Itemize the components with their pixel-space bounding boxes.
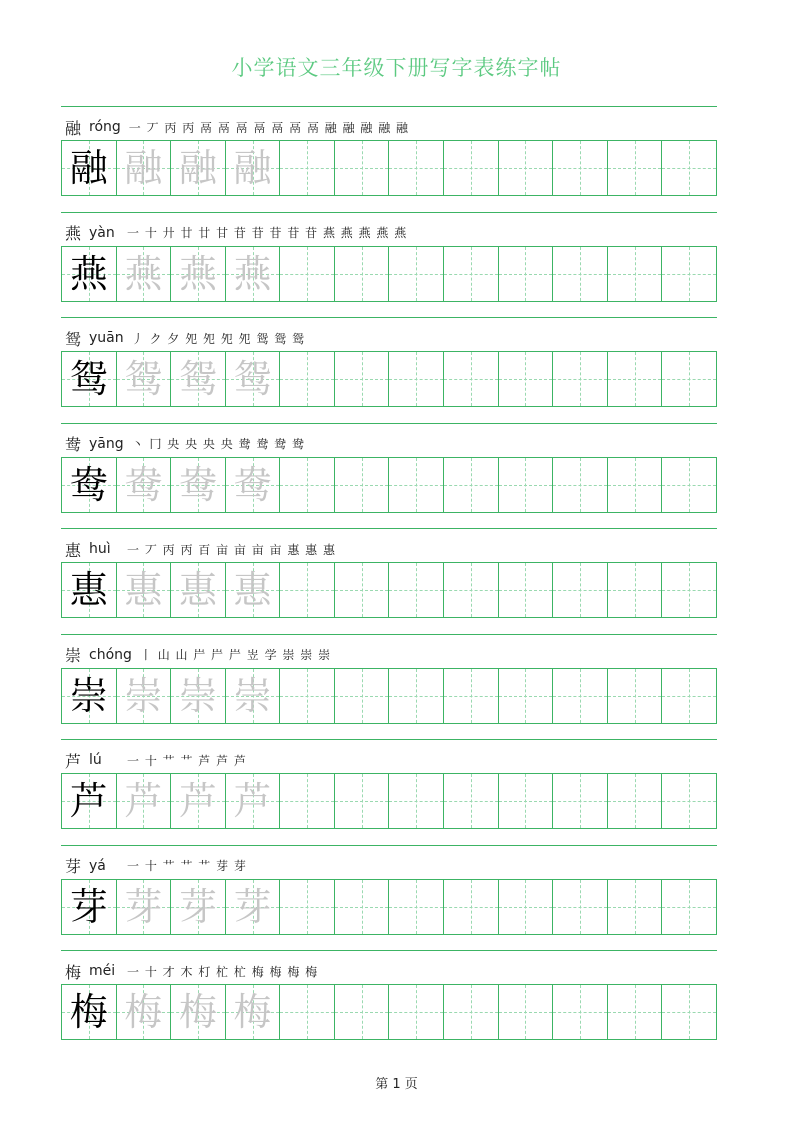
practice-cell	[661, 669, 716, 723]
writing-grid	[61, 140, 717, 196]
trace-cell	[170, 352, 225, 406]
pinyin-label: méi	[89, 963, 116, 979]
practice-cell	[388, 774, 443, 828]
writing-grid	[61, 246, 717, 302]
practice-cell	[607, 352, 662, 406]
practice-cell	[443, 141, 498, 195]
practice-cell	[661, 247, 716, 301]
trace-cell	[116, 352, 171, 406]
character-entry	[61, 317, 717, 423]
divider-line	[61, 845, 717, 846]
trace-character: 鸯	[233, 462, 272, 507]
trace-character: 梅	[124, 990, 163, 1034]
practice-cell	[334, 669, 389, 723]
practice-cell	[552, 141, 607, 195]
character-label: 燕	[65, 224, 82, 243]
character-info	[65, 748, 247, 772]
divider-line	[61, 950, 717, 951]
practice-cell	[443, 669, 498, 723]
trace-cell	[225, 458, 280, 512]
trace-character: 鸳	[233, 357, 272, 401]
practice-cell	[607, 669, 662, 723]
practice-cell	[443, 563, 498, 617]
trace-cell	[116, 563, 171, 617]
divider-line	[61, 212, 717, 213]
divider-line	[61, 634, 717, 635]
divider-line	[61, 317, 717, 318]
writing-grid	[61, 879, 717, 935]
stroke-order: 丿 ク 夕 夗 夗 夗 夗 鸳 鸳 鸳	[131, 331, 305, 346]
trace-cell	[225, 880, 280, 934]
practice-cell	[498, 458, 553, 512]
trace-character: 崇	[233, 673, 272, 718]
character-info	[65, 643, 331, 667]
character-entry	[61, 528, 717, 634]
practice-cell	[661, 352, 716, 406]
trace-cell	[225, 669, 280, 723]
trace-cell	[116, 669, 171, 723]
trace-cell	[116, 985, 171, 1039]
practice-cell	[279, 669, 334, 723]
practice-cell	[334, 141, 389, 195]
trace-cell	[225, 563, 280, 617]
practice-cell	[498, 669, 553, 723]
practice-cell	[661, 458, 716, 512]
practice-cell	[443, 352, 498, 406]
practice-cell	[388, 247, 443, 301]
practice-cell	[607, 985, 662, 1039]
trace-cell	[116, 774, 171, 828]
practice-cell	[279, 563, 334, 617]
model-character: 融	[69, 146, 108, 190]
stroke-order: 丨 山 山 屵 屵 屵 岦 学 崇 崇 崇	[139, 648, 332, 662]
divider-line	[61, 423, 717, 424]
practice-cell	[388, 141, 443, 195]
character-info	[65, 326, 305, 350]
practice-cell	[334, 774, 389, 828]
practice-cell	[607, 141, 662, 195]
character-label: 梅	[65, 962, 82, 982]
divider-line	[61, 528, 717, 529]
trace-cell	[225, 352, 280, 406]
practice-cell	[607, 880, 662, 934]
character-entry	[61, 106, 717, 212]
practice-cell	[279, 141, 334, 195]
trace-character: 融	[233, 146, 272, 190]
practice-cell	[498, 774, 553, 828]
writing-grid	[61, 457, 717, 513]
model-cell	[62, 458, 116, 512]
practice-cell	[498, 563, 553, 617]
practice-cell	[552, 985, 607, 1039]
character-info	[65, 537, 336, 561]
practice-cell	[334, 458, 389, 512]
model-character: 芽	[69, 884, 108, 929]
practice-cell	[443, 985, 498, 1039]
trace-character: 融	[124, 146, 163, 190]
model-cell	[62, 669, 116, 723]
trace-cell	[170, 458, 225, 512]
character-label: 鸳	[65, 329, 82, 349]
writing-grid	[61, 351, 717, 407]
practice-cell	[661, 563, 716, 617]
practice-cell	[607, 458, 662, 512]
practice-cell	[498, 880, 553, 934]
practice-cell	[388, 458, 443, 512]
character-label: 惠	[65, 540, 82, 560]
model-character: 梅	[69, 990, 108, 1034]
character-label: 鸯	[65, 435, 82, 454]
pinyin-label: lú	[89, 752, 102, 768]
model-character: 惠	[69, 568, 108, 612]
practice-cell	[388, 669, 443, 723]
trace-character: 燕	[124, 251, 163, 296]
trace-character: 梅	[233, 990, 272, 1034]
pinyin-label: yāng	[89, 435, 124, 452]
practice-cell	[334, 880, 389, 934]
divider-line	[61, 106, 717, 107]
practice-cell	[498, 141, 553, 195]
model-cell	[62, 880, 116, 934]
trace-character: 鸯	[124, 462, 163, 507]
model-character: 芦	[69, 779, 108, 823]
practice-cell	[443, 774, 498, 828]
practice-cell	[334, 352, 389, 406]
trace-cell	[170, 669, 225, 723]
practice-cell	[552, 563, 607, 617]
character-entry	[61, 845, 717, 951]
practice-cell	[334, 985, 389, 1039]
character-info	[65, 854, 247, 878]
trace-cell	[116, 141, 171, 195]
practice-cell	[279, 458, 334, 512]
practice-cell	[661, 985, 716, 1039]
practice-sheet	[61, 106, 717, 1056]
trace-cell	[225, 141, 280, 195]
practice-cell	[661, 880, 716, 934]
character-entry	[61, 423, 717, 529]
practice-cell	[552, 774, 607, 828]
practice-cell	[498, 247, 553, 301]
practice-cell	[279, 880, 334, 934]
practice-cell	[661, 141, 716, 195]
practice-cell	[279, 352, 334, 406]
stroke-order: 一 十 艹 艹 艹 芽 芽	[127, 859, 247, 873]
trace-cell	[116, 247, 171, 301]
character-label: 芽	[65, 857, 82, 876]
practice-cell	[552, 352, 607, 406]
practice-cell	[334, 563, 389, 617]
practice-cell	[388, 563, 443, 617]
trace-character: 崇	[124, 673, 163, 718]
character-entry	[61, 739, 717, 845]
character-label: 芦	[65, 751, 82, 771]
trace-cell	[170, 880, 225, 934]
practice-cell	[552, 247, 607, 301]
practice-cell	[607, 247, 662, 301]
writing-grid	[61, 562, 717, 618]
practice-cell	[552, 458, 607, 512]
model-cell	[62, 141, 116, 195]
trace-character: 芽	[233, 884, 272, 929]
practice-cell	[388, 352, 443, 406]
writing-grid	[61, 773, 717, 829]
trace-character: 惠	[233, 568, 272, 612]
writing-grid	[61, 984, 717, 1040]
stroke-order: 一 十 才 木 朾 杧 杧 梅 梅 梅 梅	[127, 964, 319, 979]
stroke-order: 一 丆 丙 丙 鬲 鬲 鬲 鬲 鬲 鬲 鬲 融 融 融 融 融	[128, 120, 410, 135]
model-cell	[62, 352, 116, 406]
trace-cell	[116, 880, 171, 934]
character-info	[65, 115, 409, 139]
model-character: 燕	[69, 251, 108, 296]
stroke-order: 一 十 艹 艹 芦 芦 芦	[127, 753, 247, 768]
character-label: 崇	[65, 646, 82, 665]
stroke-order: 一 十 廾 廿 廿 甘 苷 苷 苷 苷 苷 燕 燕 燕 燕 燕	[127, 226, 408, 240]
model-cell	[62, 774, 116, 828]
trace-character: 崇	[178, 673, 217, 718]
trace-cell	[225, 985, 280, 1039]
model-character: 鸳	[69, 357, 108, 401]
trace-cell	[225, 247, 280, 301]
pinyin-label: huì	[89, 541, 111, 557]
practice-cell	[443, 247, 498, 301]
practice-cell	[661, 774, 716, 828]
character-info	[65, 221, 407, 245]
practice-cell	[279, 985, 334, 1039]
trace-character: 融	[178, 146, 217, 190]
practice-cell	[443, 880, 498, 934]
model-cell	[62, 563, 116, 617]
practice-cell	[607, 774, 662, 828]
stroke-order: 丶 冂 央 央 央 央 鸯 鸯 鸯 鸯	[131, 437, 305, 451]
practice-cell	[607, 563, 662, 617]
practice-cell	[388, 880, 443, 934]
model-character: 鸯	[69, 462, 108, 507]
trace-character: 芦	[233, 779, 272, 823]
trace-character: 鸳	[124, 357, 163, 401]
page-number: 第 1 页	[375, 1077, 418, 1092]
character-info	[65, 959, 318, 983]
character-label: 融	[65, 118, 82, 138]
trace-cell	[170, 985, 225, 1039]
practice-cell	[279, 247, 334, 301]
practice-cell	[498, 352, 553, 406]
pinyin-label: yá	[89, 857, 106, 874]
trace-character: 燕	[178, 251, 217, 296]
pinyin-label: róng	[89, 119, 121, 135]
model-character: 崇	[69, 673, 108, 718]
page-title: 小学语文三年级下册写字表练字帖	[231, 56, 562, 80]
model-cell	[62, 247, 116, 301]
pinyin-label: yuān	[89, 330, 124, 346]
practice-cell	[498, 985, 553, 1039]
trace-cell	[170, 563, 225, 617]
practice-cell	[334, 247, 389, 301]
trace-character: 惠	[178, 568, 217, 612]
model-cell	[62, 985, 116, 1039]
practice-cell	[552, 880, 607, 934]
trace-character: 梅	[178, 990, 217, 1034]
trace-cell	[170, 247, 225, 301]
trace-character: 惠	[124, 568, 163, 612]
practice-cell	[443, 458, 498, 512]
character-entry	[61, 212, 717, 318]
trace-cell	[225, 774, 280, 828]
practice-cell	[388, 985, 443, 1039]
trace-character: 芽	[124, 884, 163, 929]
trace-cell	[170, 141, 225, 195]
trace-character: 芦	[124, 779, 163, 823]
practice-cell	[279, 774, 334, 828]
divider-line	[61, 739, 717, 740]
trace-cell	[170, 774, 225, 828]
trace-character: 鸯	[178, 462, 217, 507]
pinyin-label: chóng	[89, 646, 132, 663]
character-entry	[61, 634, 717, 740]
practice-cell	[552, 669, 607, 723]
trace-character: 芽	[178, 884, 217, 929]
stroke-order: 一 丆 丙 丙 百 亩 亩 亩 亩 惠 惠 惠	[127, 542, 336, 557]
writing-grid	[61, 668, 717, 724]
trace-cell	[116, 458, 171, 512]
trace-character: 燕	[233, 251, 272, 296]
character-info	[65, 432, 305, 456]
trace-character: 鸳	[178, 357, 217, 401]
character-entry	[61, 950, 717, 1056]
pinyin-label: yàn	[89, 224, 115, 241]
trace-character: 芦	[178, 779, 217, 823]
